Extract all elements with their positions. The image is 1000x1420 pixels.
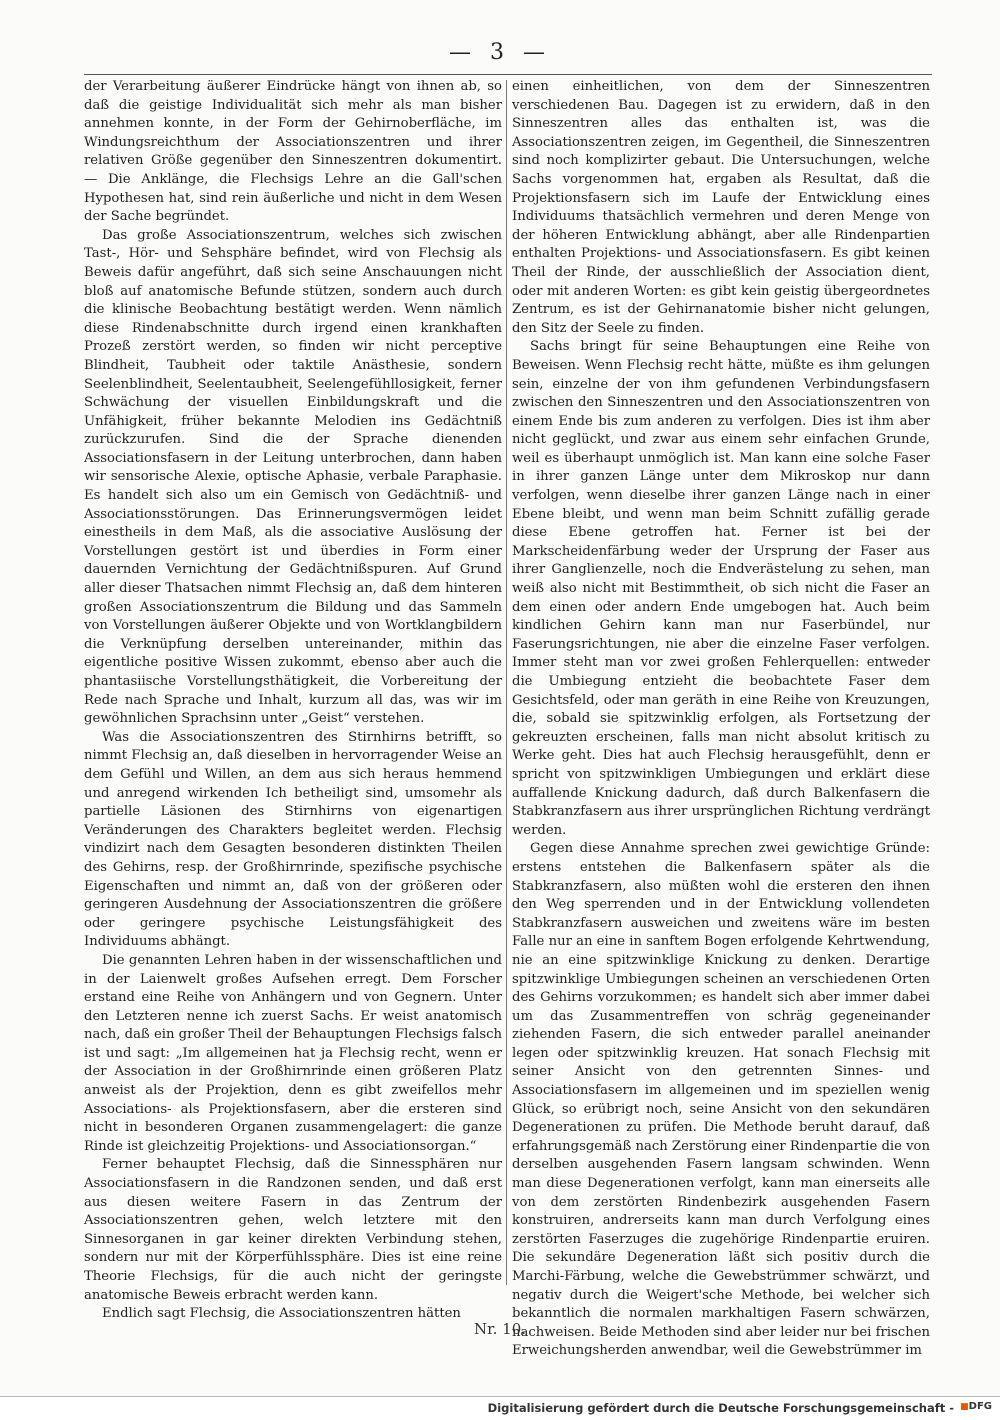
- paragraph: Das große Associationszentrum, welches sich zwischen Tast-, Hör- und Sehsphäre befindet, wird von Flechsig als Beweis dafür angeführt, daß sich seine Anschauungen nicht bloß auf anatomische Befunde stützen, sondern auch durch die klinische Beobachtung bestätigt werden. Wenn nämlich diese Rindenabschnitte durch irgend einen krankhaften Prozeß zerstört werden, so finden wir nicht perceptive Blindheit, Taubheit oder taktile Anästhesie, sondern Seelenblindheit, Seelentaubheit, Seelengefühllosigkeit, ferner Schwächung der visuellen Einbildungskraft und die Unfähigkeit, früher bekannte Melodien ins Gedächtniß zurückzurufen. Sind die der Sprache dienenden Associationsfasern in der Leitung unterbrochen, dann haben wir sensorische Alexie, optische Aphasie, verbale Paraphasie. Es handelt sich also um ein Gemisch von Gedächtniß- und Associationsstörungen. Das Erinnerungsvermögen leidet einestheils in dem Maß, als die associative Auslösung der Vorstellungen gestört ist und überdies in Form einer dauernden Vernichtung der Gedächtnißspuren. Auf Grund aller dieser Thatsachen nimmt Flechsig an, daß dem hinteren großen Associationszentrum die Bildung und das Sammeln von Vorstellungen äußerer Objekte und von Wortklangbildern die Verknüpfung derselben untereinander, mithin das eigentliche positive Wissen zukommt, ebenso aber auch die phantasiische Vorstellungsthätigkeit, die Vorbereitung der Rede nach Sprache und Inhalt, kurzum all das, was wir im gewöhnlichen Sprachsinn unter „Geist“ verstehen.: [84, 227, 502, 727]
- paragraph: Gegen diese Annahme sprechen zwei gewichtige Gründe: erstens entstehen die Balkenfasern später als die Stabkranzfasern, also müßten wohl die ersteren den ihnen den Weg sperrenden und in der Entwicklung vollendeten Stabkranzfasern ausweichen und zweitens wäre im besten Falle nur an eine in sanftem Bogen erfolgende Kehrtwendung, nie an eine spitzwinklige Knickung zu denken. Derartige spitzwinklige Umbiegungen scheinen an verschiedenen Orten des Gehirns vorzukommen; es handelt sich aber immer dabei um das Zusammentreffen von schräg gegeneinander ziehenden Fasern, die sich entweder parallel aneinander legen oder spitzwinklig kreuzen. Hat sonach Flechsig mit seiner Ansicht von den getrennten Sinnes- und Associationsfasern im allgemeinen und im speziellen wenig Glück, so erübrigt noch, seine Ansicht von den sekundären Degenerationen zu prüfen. Die Methode beruht darauf, daß erfahrungsgemäß nach Zerstörung einer Rindenpartie die von derselben ausgehenden Fasern langsam schwinden. Wenn man diese Degenerationen verfolgt, kann man einerseits alle von dem zerstörten Rindenbezirk ausgehenden Fasern konstruiren, andrerseits kann man durch Verfolgung eines zerstörten Faserzuges die zugehörige Rindenpartie eruiren. Die sekundäre Degeneration läßt sich positiv durch die Marchi-Färbung, welche die Gewebstrümmer schwärzt, und negativ durch die Weigert'sche Methode, bei welcher sich bekanntlich die normalen markhaltigen Fasern schwärzen, nachweisen. Beide Methoden sind aber leider nur bei frischen Erweichungsherden anwendbar, weil die Gewebstrümmer im: [512, 841, 930, 1359]
- digitization-credit-bar: [0, 1396, 1000, 1420]
- paragraph: Die genannten Lehren haben in der wissenschaftlichen und in der Laienwelt großes Aufsehen erregt. Dem Forscher erstand eine Reihe von Anhängern und von Gegnern. Unter den Letzteren nenne ich zuerst Sachs. Er weist anatomisch nach, daß ein großer Theil der Behauptungen Flechsigs falsch ist und sagt: „Im allgemeinen hat ja Flechsig recht, wenn er der Association in der Großhirnrinde einen größeren Platz anweist als der Projektion, denn es gibt zweifellos mehr Associations- als Projektionsfasern, aber die ersteren sind nicht in besonderen Organen zusammengelagert: die ganze Rinde ist gleichzeitig Projektions- und Associationsorgan.“: [84, 952, 502, 1154]
- paragraph: Ferner behauptet Flechsig, daß die Sinnessphären nur Associationsfasern in die Randzonen senden, und daß erst aus diesen weitere Fasern in das Zentrum der Associationszentren gehen, welch letztere mit den Sinnesorganen in gar keiner direkten Verbindung stehen, sondern nur mit der Körperfühlssphäre. Dies ist eine reine Theorie Flechsigs, für die auch nicht der geringste anatomische Beweis erbracht werden kann.: [84, 1157, 502, 1303]
- credit-text: Digitalisierung gefördert durch die Deutsche Forschungsgemeinschaft -: [487, 1401, 954, 1415]
- column-divider: [506, 80, 507, 1285]
- dfg-dot-icon: ■: [960, 1402, 969, 1412]
- dfg-logo: [960, 1401, 992, 1412]
- right-column: [512, 78, 930, 1359]
- paragraph: Sachs bringt für seine Behauptungen eine Reihe von Beweisen. Wenn Flechsig recht hätte, müßte es ihm gelungen sein, einzelne der von ihm gefundenen Verbindungsfasern zwischen den Sinneszentren und den Associationszentren von einem Ende bis zum anderen zu verfolgen. Dies ist ihm aber nicht geglückt, und zwar aus einem sehr einfachen Grunde, weil es überhaupt unmöglich ist. Man kann eine solche Faser in ihrer ganzen Länge unter dem Mikroskop nur dann verfolgen, wenn dieselbe ihrer ganzen Länge nach in einer Ebene bleibt, und wenn man beim Schnitt zufällig gerade diese Ebene getroffen hat. Ferner ist bei der Markscheidenfärbung weder der Ursprung der Faser aus ihrer Ganglienzelle, noch die Endverästelung zu sehen, man weiß also nicht mit Bestimmtheit, ob sich nicht die Faser an dem einen oder andern Ende umgebogen hat. Auch beim kindlichen Gehirn kann man nur Faserbündel, nur Faserungsrichtungen, nie aber die einzelne Faser verfolgen. Immer steht man vor zwei großen Fehlerquellen: entweder die Umbiegung entzieht die beobachtete Faser dem Gesichtsfeld, oder man geräth in eine Reihe von Kreuzungen, die, sobald sie spitzwinklig erfolgen, als Fortsetzung der gekreuzten erscheinen, falls man nicht absolut kritisch zu Werke geht. Dies hat auch Flechsig herausgefühlt, denn er spricht von spitzwinkligen Umbiegungen und erklärt diese auffallende Knickung dadurch, daß durch Balkenfasern die Stabkranzfasern aus ihrer ursprünglichen Richtung verdrängt werden.: [512, 339, 930, 838]
- paragraph: Was die Associationszentren des Stirnhirns betrifft, so nimmt Flechsig an, daß dieselben in hervorragender Weise an dem Gefühl und Willen, an dem aus sich heraus hemmend und anregend wirkenden Ich betheiligt sind, umsomehr als partielle Läsionen des Stirnhirns von eigenartigen Veränderungen des Charakters begleitet werden. Flechsig vindizirt nach dem Gesagten besonderen distinkten Theilen des Gehirns, resp. der Großhirnrinde, spezifische psychische Eigenschaften und nimmt an, daß von der größeren oder geringeren Ausdehnung der Associationszentren die größere oder geringere psychische Leistungsfähigkeit des Individuums abhängt.: [84, 729, 502, 950]
- page-number-header: — 3 —: [449, 40, 551, 65]
- paragraph: Endlich sagt Flechsig, die Associationszentren hätten: [102, 1306, 461, 1322]
- header-rule: [84, 74, 932, 75]
- issue-number: Nr. 10.: [473, 1320, 527, 1338]
- paragraph: einen einheitlichen, von dem der Sinneszentren verschiedenen Bau. Dagegen ist zu erwidern, daß in den Sinneszentren alles das enthalten ist, was die Associationszentren zeigen, im Gegentheil, die Sinneszentren sind noch komplizirter gebaut. Die Untersuchungen, welche Sachs vorgenommen hat, ergaben als Resultat, daß die Projektionsfasern sich im Laufe der Entwicklung eines Individuums thatsächlich vermehren und deren Menge von der höheren Entwicklung abhängt, aber alle Rindenpartien enthalten Projektions- und Associationsfasern. Es gibt keinen Theil der Rinde, der ausschließlich der Association dient, oder mit anderen Worten: es gibt kein geistig übergeordnetes Zentrum, es ist der Gehirnanatomie bisher nicht gelungen, den Sitz der Seele zu finden.: [512, 79, 930, 336]
- paragraph: der Verarbeitung äußerer Eindrücke hängt von ihnen ab, so daß die geistige Individualität sich mehr als man bisher annehmen konnte, in der Form der Gehirnoberfläche, im Windungsreichthum der Associationszentren und ihrer relativen Größe gegenüber den Sinneszentren dokumentirt. — Die Anklänge, die Flechsigs Lehre an die Gall'schen Hypothesen hat, sind rein äußerliche und nicht in dem Wesen der Sache begründet.: [84, 79, 502, 225]
- left-column: [84, 78, 502, 1322]
- dfg-logo-text: DFG: [968, 1401, 992, 1412]
